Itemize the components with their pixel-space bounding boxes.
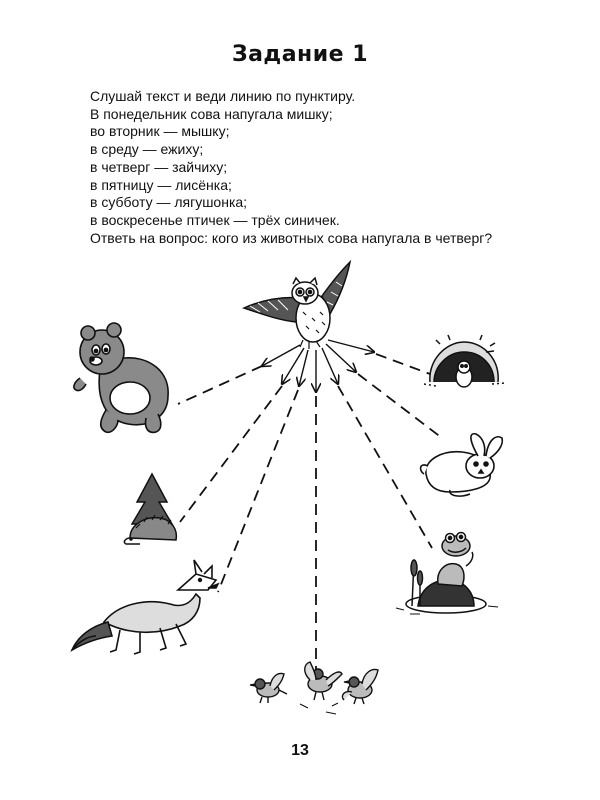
path-to-frog [338,386,432,548]
page-title: Задание 1 [231,42,369,67]
birds-illustration [250,662,378,714]
page-number: 13 [291,742,309,759]
bird-left [250,674,287,704]
path-to-hedgehog [180,386,282,522]
bird-right [342,670,378,704]
hedgehog-illustration [124,474,176,544]
poem-line-saturday: в субботу — лягушонка; [90,194,248,211]
bird-middle [305,662,342,700]
poem-line-monday: В понедельник сова напугала мишку; [90,105,333,122]
hare-illustration [421,434,503,496]
task-question: Ответь на вопрос: кого из животных сова напугала в четверг? [90,229,493,246]
arrow-to-mouse [328,340,374,352]
path-to-mouse [376,354,430,374]
bear-illustration [74,323,168,432]
dashed-paths [178,354,442,670]
arrow-to-fox [299,350,308,386]
poem-line-wednesday: в среду — ежиху; [90,141,204,158]
mouse-illustration [424,335,506,387]
fox-illustration [72,560,218,654]
owl-illustration [244,262,350,349]
frog-illustration [396,533,498,615]
owl-arrows [262,340,374,392]
path-to-fox [218,390,298,592]
path-to-bear [178,366,262,404]
poem-line-sunday: в воскресенье птичек — трёх синичек. [90,211,340,228]
poem-line-tuesday: во вторник — мышку; [90,123,230,140]
path-to-hare [358,374,442,438]
poem-line-thursday: в четверг — зайчиху; [90,158,228,175]
poem-line-friday: в пятницу — лисёнка; [90,176,232,193]
task-instruction: Слушай текст и веди линию по пунктиру. [90,88,356,104]
